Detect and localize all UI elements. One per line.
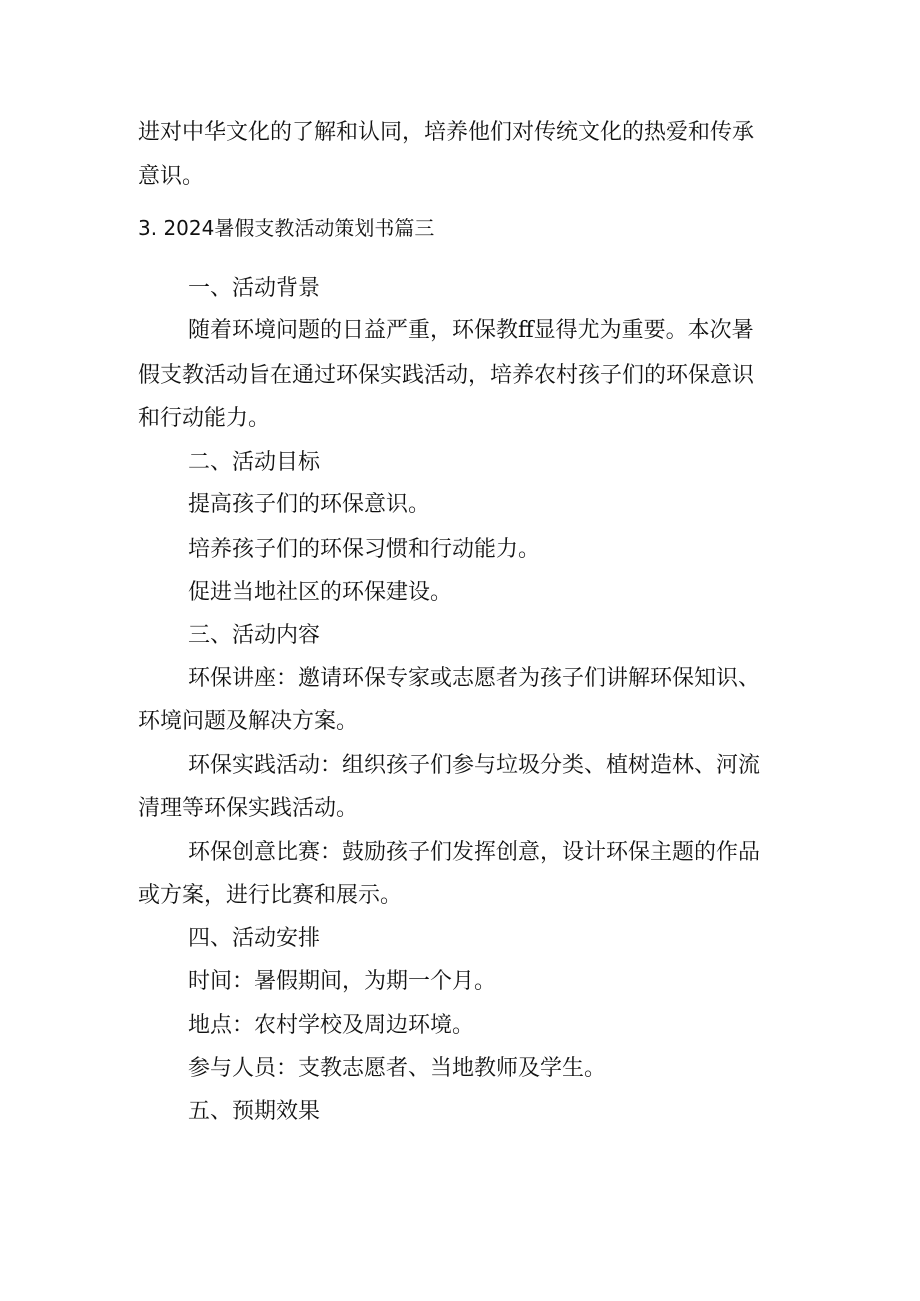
- effects-heading: 五、预期效果: [188, 1099, 321, 1124]
- background-line-1: 随着环境问题的日益严重，环保教ff显得尤为重要。本次暑: [188, 318, 754, 343]
- goals-item-1: 提高孩子们的环保意识。: [188, 492, 431, 517]
- content-item-3-line-2: 或方案，进行比赛和展示。: [138, 883, 403, 908]
- continuation-line-2: 意识。: [138, 164, 205, 189]
- content-item-2-line-1: 环保实践活动：组织孩子们参与垃圾分类、植树造林、河流: [188, 753, 761, 778]
- goals-item-3: 促进当地社区的环保建设。: [188, 580, 453, 605]
- content-item-1-line-2: 环境问题及解决方案。: [138, 709, 359, 734]
- background-heading: 一、活动背景: [188, 276, 321, 301]
- schedule-item-2: 地点：农村学校及周边环境。: [188, 1013, 475, 1038]
- content-item-2-line-2: 清理等环保实践活动。: [138, 796, 359, 821]
- content-item-1-line-1: 环保讲座：邀请环保专家或志愿者为孩子们讲解环保知识、: [188, 666, 761, 691]
- goals-heading: 二、活动目标: [188, 450, 321, 475]
- schedule-item-1: 时间：暑假期间，为期一个月。: [188, 969, 497, 994]
- schedule-heading: 四、活动安排: [188, 926, 321, 951]
- content-item-3-line-1: 环保创意比赛：鼓励孩子们发挥创意，设计环保主题的作品: [188, 840, 761, 865]
- schedule-item-3: 参与人员：支教志愿者、当地教师及学生。: [188, 1056, 607, 1081]
- background-line-2: 假支教活动旨在通过环保实践活动，培养农村孩子们的环保意识: [138, 363, 755, 388]
- background-line-3: 和行动能力。: [138, 406, 271, 431]
- content-heading: 三、活动内容: [188, 623, 321, 648]
- goals-item-2: 培养孩子们的环保习惯和行动能力。: [188, 537, 541, 562]
- section-title: 3. 2024暑假支教活动策划书篇三: [138, 216, 435, 240]
- continuation-line-1: 进对中华文化的了解和认同，培养他们对传统文化的热爱和传承: [138, 120, 755, 145]
